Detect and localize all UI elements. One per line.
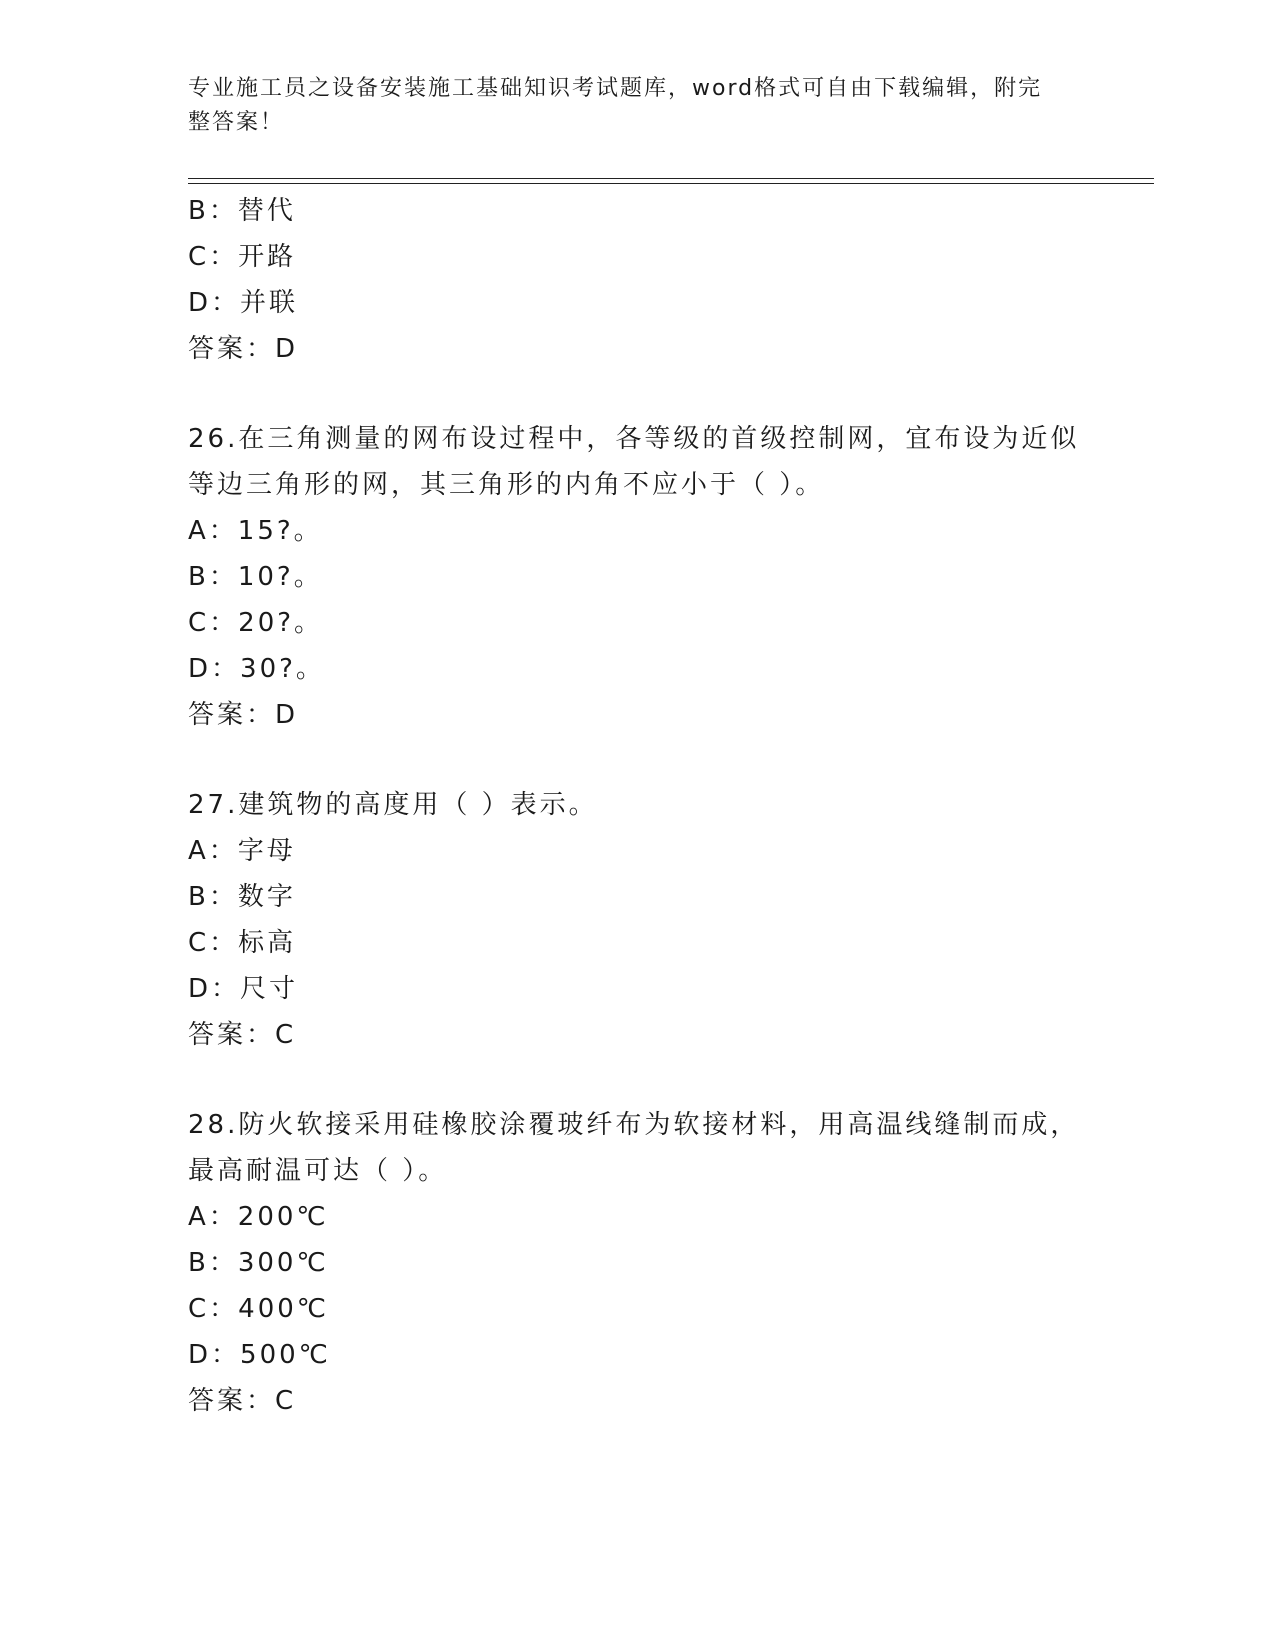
answer-text: 答案：C [188, 1020, 297, 1050]
option-a: A：15?。 [188, 516, 323, 546]
option-d: D：30?。 [188, 654, 325, 684]
option-c: C：开路 [188, 242, 297, 272]
option-d: D：尺寸 [188, 974, 299, 1004]
option-c: C：标高 [188, 928, 297, 958]
option-b: B：替代 [188, 196, 296, 226]
answer-text: 答案：D [188, 700, 299, 730]
question-stem-line-2: 等边三角形的网，其三角形的内角不应小于（ ）。 [188, 470, 825, 500]
header-line-1: 专业施工员之设备安装施工基础知识考试题库，word格式可自由下载编辑，附完 [188, 76, 1043, 101]
answer-text: 答案：D [188, 334, 299, 364]
option-a: A：200℃ [188, 1202, 329, 1232]
option-b: B：10?。 [188, 562, 323, 592]
question-stem-line-1: 28.防火软接采用硅橡胶涂覆玻纤布为软接材料，用高温线缝制而成， [188, 1110, 1080, 1140]
header-divider-bottom [188, 183, 1154, 184]
option-c: C：20?。 [188, 608, 324, 638]
option-c: C：400℃ [188, 1294, 329, 1324]
option-d: D：500℃ [188, 1340, 331, 1370]
question-28 [188, 1102, 1088, 1424]
document-header [188, 72, 1068, 140]
header-divider-top [188, 178, 1154, 179]
question-stem-line-2: 最高耐温可达（ ）。 [188, 1156, 448, 1186]
option-b: B：数字 [188, 882, 296, 912]
question-list [188, 188, 1088, 1468]
header-line-2: 整答案！ [188, 110, 285, 135]
answer-text: 答案：C [188, 1386, 297, 1416]
option-b: B：300℃ [188, 1248, 329, 1278]
option-d: D：并联 [188, 288, 299, 318]
question-stem-line-1: 26.在三角测量的网布设过程中，各等级的首级控制网，宜布设为近似 [188, 424, 1080, 454]
question-stem-line-1: 27.建筑物的高度用（ ）表示。 [188, 790, 598, 820]
question-26 [188, 416, 1088, 738]
option-a: A：字母 [188, 836, 296, 866]
question-25-tail [188, 188, 1088, 372]
question-27 [188, 782, 1088, 1058]
